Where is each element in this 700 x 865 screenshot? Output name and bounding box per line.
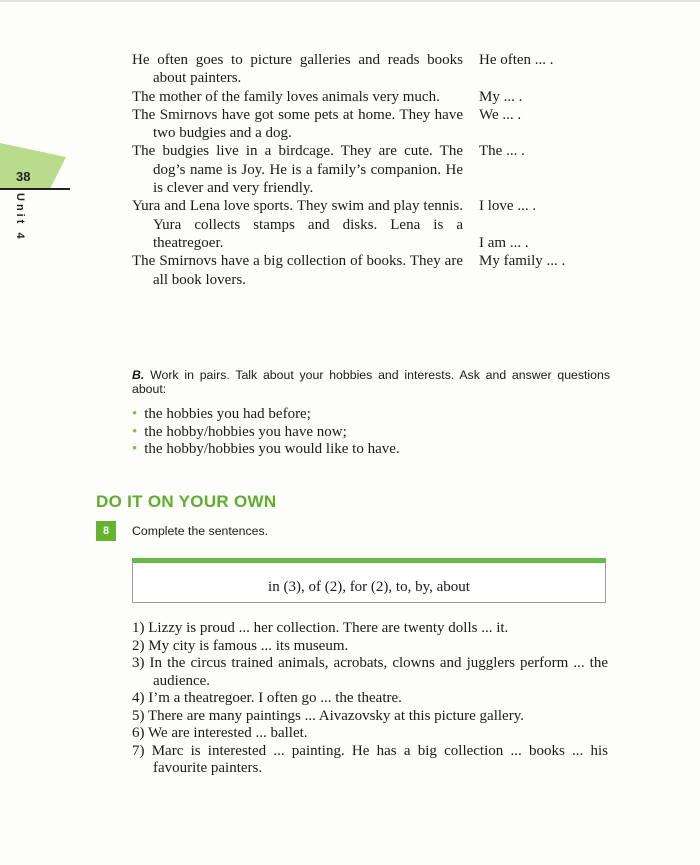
statement-prompt-second: I am ... . [479,234,529,251]
statement-row [132,106,612,143]
bullet-item: • the hobby/hobbies you would like to have. [132,441,400,459]
sentence-item: 2) My city is famous ... its museum. [132,637,349,654]
word-box-text: in (3), of (2), for (2), to, by, about [268,579,470,595]
statement-text: Yura and Lena love sports. They swim and play tennis. Yura collects stamps and disks. Lena is a theatregoer. [132,198,463,251]
statement-prompt: He often ... . [479,52,554,68]
sentence-item: 1) Lizzy is proud ... her collection. There are twenty dolls ... it. [132,620,509,636]
sentence-item: 3) In the circus trained animals, acrobats, clowns and jugglers perform ... the audience. [132,655,608,689]
unit-tab-shape [0,143,66,189]
statement-text: He often goes to picture galleries and reads books about painters. [132,52,463,87]
task-b-instruction [132,368,610,396]
top-edge [0,0,700,2]
margin-divider [0,188,70,190]
sentence-item: 4) I’m a theatregoer. I often go ... the theatre. [132,690,402,706]
statement-prompt: My ... . [479,88,523,105]
section-title: DO IT ON YOUR OWN [96,492,277,511]
bullet-item: • the hobby/hobbies you have now; [132,424,400,442]
statement-row [132,142,612,197]
exercise-number-badge: 8 [96,521,116,541]
sentence-item: 6) We are interested ... ballet. [132,725,308,741]
word-box [132,558,606,603]
sentence-item: 5) There are many paintings ... Aivazovsky at this picture gallery. [132,707,524,724]
unit-label: Unit 4 [14,193,26,242]
task-b-text: Work in pairs. Talk about your hobbies and interests. Ask and answer questions about: [132,368,610,396]
statement-row [132,51,612,88]
statement-text: The budgies live in a birdcage. They are cute. The dog’s name is Joy. He is a family’s companion. He is clever and very friendly. [132,143,463,197]
sentence-list [132,620,608,778]
task-b-bullet-list [132,406,400,459]
statement-row [132,252,612,289]
statement-prompt: We ... . [479,106,522,123]
statement-prompt: My family ... . [479,253,566,270]
statement-row [132,197,612,252]
exercise-instruction: Complete the sentences. [132,524,269,538]
page-number: 38 [16,169,31,184]
task-b-label: B. [132,368,145,382]
statement-text: The mother of the family loves animals very much. [132,88,440,105]
sentence-item: 7) Marc is interested ... painting. He has a big collection ... books ... his favourite painters. [132,742,608,776]
statement-prompt: The ... . [479,143,525,160]
statement-text: The Smirnovs have a big collection of books. They are all book lovers. [132,253,463,288]
statement-prompt: I love ... . [479,198,537,215]
bullet-item: • the hobbies you had before; [132,406,400,424]
statement-row [132,88,612,106]
statement-text: The Smirnovs have got some pets at home. They have two budgies and a dog. [132,106,463,142]
statement-table [132,51,612,289]
